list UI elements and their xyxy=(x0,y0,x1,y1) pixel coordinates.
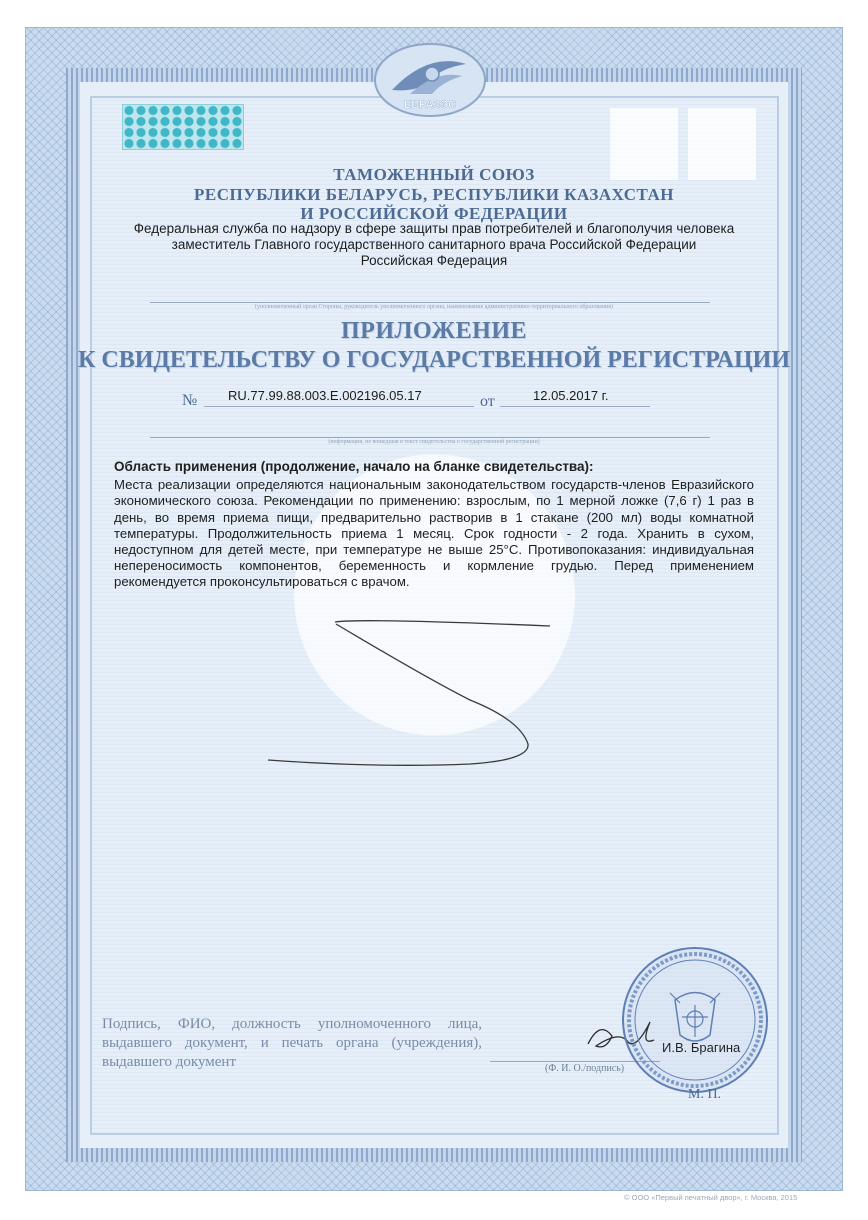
registration-date: 12.05.2017 г. xyxy=(533,388,609,403)
application-paragraph: Места реализации определяются национальным законодательством государств-членов Евразийского экономического союза. Рекомендации по применению: взрослым, по 1 мерной ложке (7,6 г) 1 раз в день, во время приема пищи, предварительно растворив в 1 стакане (200 мл) воды комнатной температуры. Продолжительность приема 1 месяц. Срок годности - 2 года. Хранить в сухом, недоступном для детей месте, при температуре не выше 25°С. Противопоказания: индивидуальная непереносимость компонентов, беременность и кормление грудью. Перед применением рекомендуется проконсультироваться с врачом. xyxy=(114,477,754,590)
logo-text: ЕВРАЗЭС xyxy=(403,99,457,111)
authority-caption: (уполномоченный орган Стороны, руководитель уполномоченного органа, наименование административно-территориального образования) xyxy=(255,304,613,310)
title-line-2: К СВИДЕТЕЛЬСТВУ О ГОСУДАРСТВЕННОЙ РЕГИСТРАЦИИ xyxy=(78,347,790,373)
union-line-1: ТАМОЖЕННЫЙ СОЮЗ xyxy=(333,165,535,184)
union-line-3: И РОССИЙСКОЙ ФЕДЕРАЦИИ xyxy=(300,204,568,223)
official-seal-icon xyxy=(620,945,770,1095)
union-line-2: РЕСПУБЛИКИ БЕЛАРУСЬ, РЕСПУБЛИКИ КАЗАХСТАН xyxy=(194,185,674,204)
date-label: от xyxy=(480,393,495,410)
authority-line-2: заместитель Главного государственного санитарного врача Российской Федерации xyxy=(171,237,697,252)
signature-caption: (Ф. И. О./подпись) xyxy=(545,1063,625,1074)
stamp-place-label: М. П. xyxy=(688,1087,722,1102)
authority-line-1: Федеральная служба по надзору в сфере защиты прав потребителей и благополучия человека xyxy=(133,221,735,236)
application-heading: Область применения (продолжение, начало на бланке свидетельства): xyxy=(114,459,594,474)
printer-credit: © ООО «Первый печатный двор», г. Москва, 2015 xyxy=(624,1193,798,1202)
authority-line-3: Российская Федерация xyxy=(360,253,508,268)
number-label: № xyxy=(182,392,198,409)
registration-number: RU.77.99.88.003.E.002196.05.17 xyxy=(228,388,422,403)
title-line-1: ПРИЛОЖЕНИЕ xyxy=(340,318,528,344)
info-caption: (информация, не вошедшая в текст свидетельства о государственной регистрации) xyxy=(328,439,540,445)
signature-instruction: Подпись, ФИО, должность уполномоченного лица, выдавшего документ, и печать органа (учреждения), выдавшего документ xyxy=(102,1016,482,1070)
